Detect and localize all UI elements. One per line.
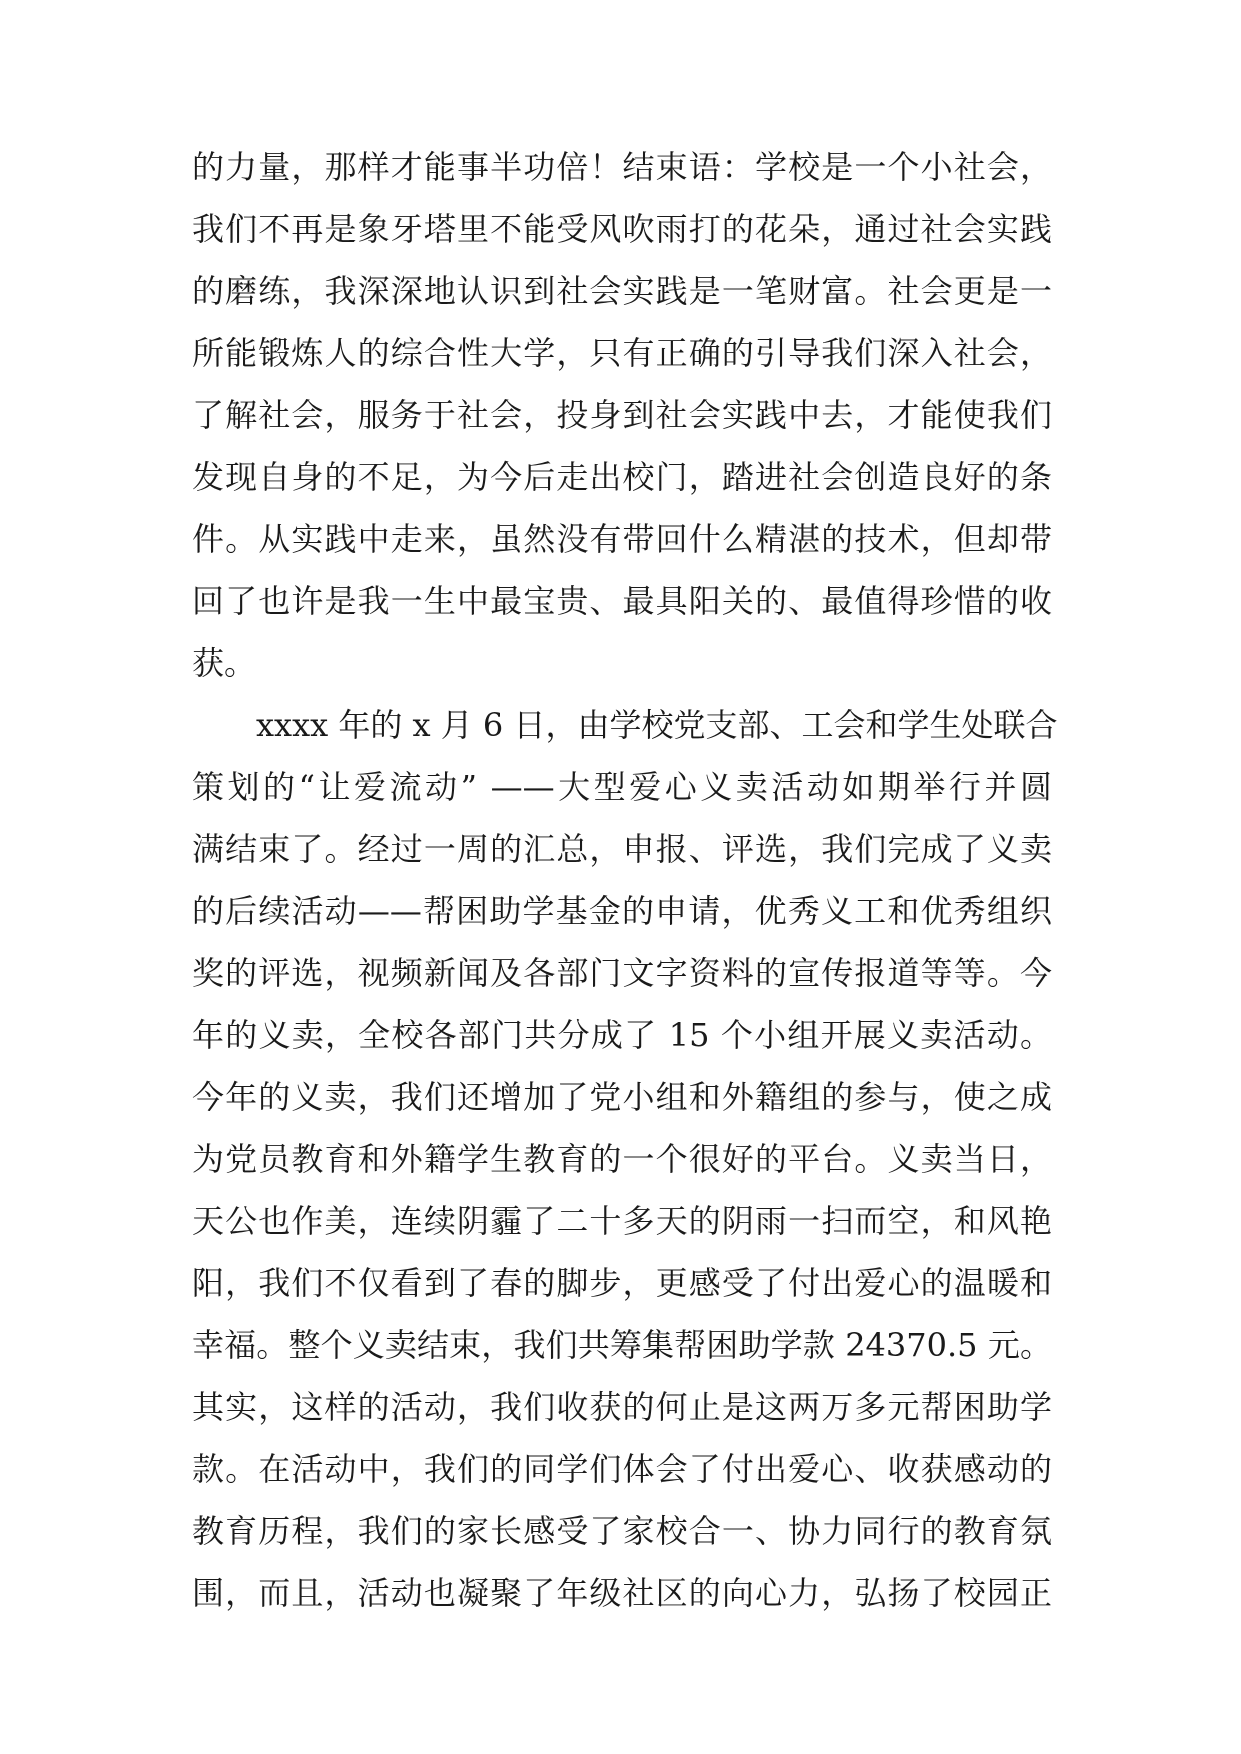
paragraph-1-line-9: 获。 (192, 644, 257, 682)
paragraph-2-line-10: 阳，我们不仅看到了春的脚步，更感受了付出爱心的温暖和 (192, 1264, 1052, 1302)
paragraph-1-line-8: 回了也许是我一生中最宝贵、最具阳关的、最值得珍惜的收 (192, 582, 1052, 620)
paragraph-2-line-3: 满结束了。经过一周的汇总，申报、评选，我们完成了义卖 (192, 830, 1052, 868)
paragraph-1-line-4: 所能锻炼人的综合性大学，只有正确的引导我们深入社会， (192, 334, 1052, 372)
paragraph-2-line-5: 奖的评选，视频新闻及各部门文字资料的宣传报道等等。今 (192, 954, 1052, 992)
paragraph-2-line-14: 教育历程，我们的家长感受了家校合一、协力同行的教育氛 (192, 1512, 1052, 1550)
paragraph-2-line-15: 围，而且，活动也凝聚了年级社区的向心力，弘扬了校园正 (192, 1574, 1052, 1612)
paragraph-2-line-2: 策划的“让爱流动” ——大型爱心义卖活动如期举行并圆 (192, 768, 1052, 806)
paragraph-2-line-9: 天公也作美，连续阴霾了二十多天的阴雨一扫而空，和风艳 (192, 1202, 1052, 1240)
paragraph-1-line-5: 了解社会，服务于社会，投身到社会实践中去，才能使我们 (192, 396, 1052, 434)
paragraph-2-line-1: xxxx 年的 x 月 6 日，由学校党支部、工会和学生处联合 (256, 706, 1058, 744)
paragraph-1-line-2: 我们不再是象牙塔里不能受风吹雨打的花朵，通过社会实践 (192, 210, 1052, 248)
paragraph-2-line-11: 幸福。整个义卖结束，我们共筹集帮困助学款 24370.5 元。 (192, 1326, 1052, 1364)
paragraph-1-line-6: 发现自身的不足，为今后走出校门，踏进社会创造良好的条 (192, 458, 1052, 496)
paragraph-1-line-1: 的力量，那样才能事半功倍！结束语：学校是一个小社会， (192, 148, 1052, 186)
paragraph-2-line-6: 年的义卖，全校各部门共分成了 15 个小组开展义卖活动。 (192, 1016, 1052, 1054)
paragraph-2-line-8: 为党员教育和外籍学生教育的一个很好的平台。义卖当日， (192, 1140, 1052, 1178)
paragraph-1-line-7: 件。从实践中走来，虽然没有带回什么精湛的技术，但却带 (192, 520, 1052, 558)
paragraph-2-line-13: 款。在活动中，我们的同学们体会了付出爱心、收获感动的 (192, 1450, 1052, 1488)
paragraph-2-line-7: 今年的义卖，我们还增加了党小组和外籍组的参与，使之成 (192, 1078, 1052, 1116)
paragraph-2-line-4: 的后续活动——帮困助学基金的申请，优秀义工和优秀组织 (192, 892, 1052, 930)
paragraph-1-line-3: 的磨练，我深深地认识到社会实践是一笔财富。社会更是一 (192, 272, 1052, 310)
paragraph-2-line-12: 其实，这样的活动，我们收获的何止是这两万多元帮困助学 (192, 1388, 1052, 1426)
